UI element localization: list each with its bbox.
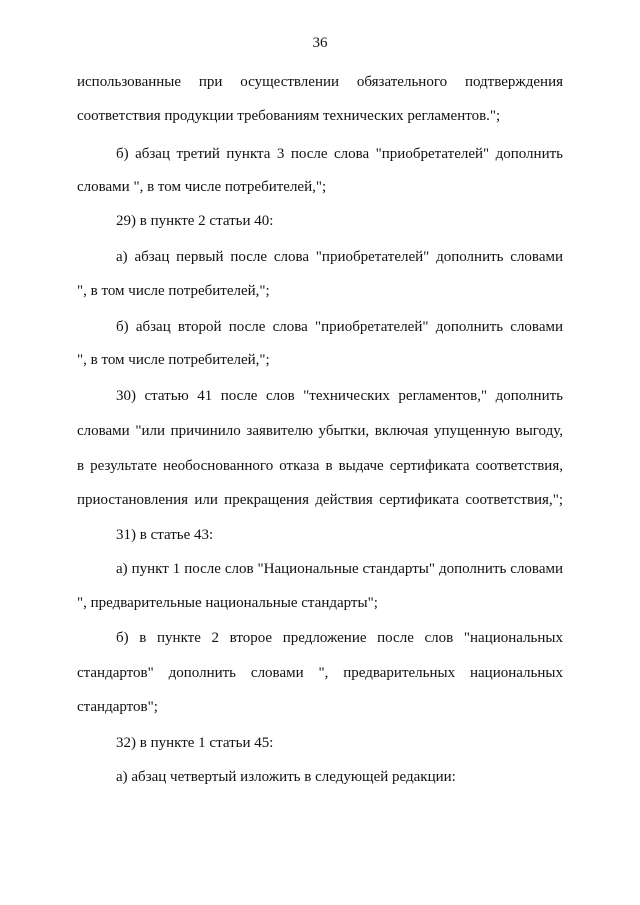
- text-line: б) абзац третий пункта 3 после слова "приобретателей" дополнить: [116, 146, 563, 162]
- text-line: использованные при осуществлении обязательного подтверждения: [77, 74, 563, 90]
- text-line: соответствия продукции требованиям технических регламентов.";: [77, 108, 501, 124]
- text-line: 29) в пункте 2 статьи 40:: [116, 213, 274, 229]
- text-line: а) абзац четвертый изложить в следующей редакции:: [116, 769, 456, 785]
- text-line: б) в пункте 2 второе предложение после слов "национальных: [116, 630, 563, 646]
- text-line: а) абзац первый после слова "приобретателей" дополнить словами: [116, 249, 563, 265]
- text-line: 32) в пункте 1 статьи 45:: [116, 735, 274, 751]
- text-line: ", в том числе потребителей,";: [77, 283, 270, 299]
- text-line: стандартов" дополнить словами ", предварительных национальных: [77, 665, 563, 681]
- text-line: ", в том числе потребителей,";: [77, 352, 270, 368]
- text-line: словами ", в том числе потребителей,";: [77, 179, 327, 195]
- text-line: 30) статью 41 после слов "технических регламентов," дополнить: [116, 388, 563, 404]
- text-line: словами "или причинило заявителю убытки, включая упущенную выгоду,: [77, 423, 563, 439]
- text-line: приостановления или прекращения действия сертификата соответствия,";: [77, 492, 563, 508]
- text-line: стандартов";: [77, 699, 158, 715]
- text-line: ", предварительные национальные стандарты";: [77, 595, 378, 611]
- text-line: 31) в статье 43:: [116, 527, 214, 543]
- text-line: в результате необоснованного отказа в выдаче сертификата соответствия,: [77, 458, 563, 474]
- text-line: б) абзац второй после слова "приобретателей" дополнить словами: [116, 319, 563, 335]
- page-number: 36: [312, 35, 328, 51]
- text-line: а) пункт 1 после слов "Национальные стандарты" дополнить словами: [116, 561, 563, 577]
